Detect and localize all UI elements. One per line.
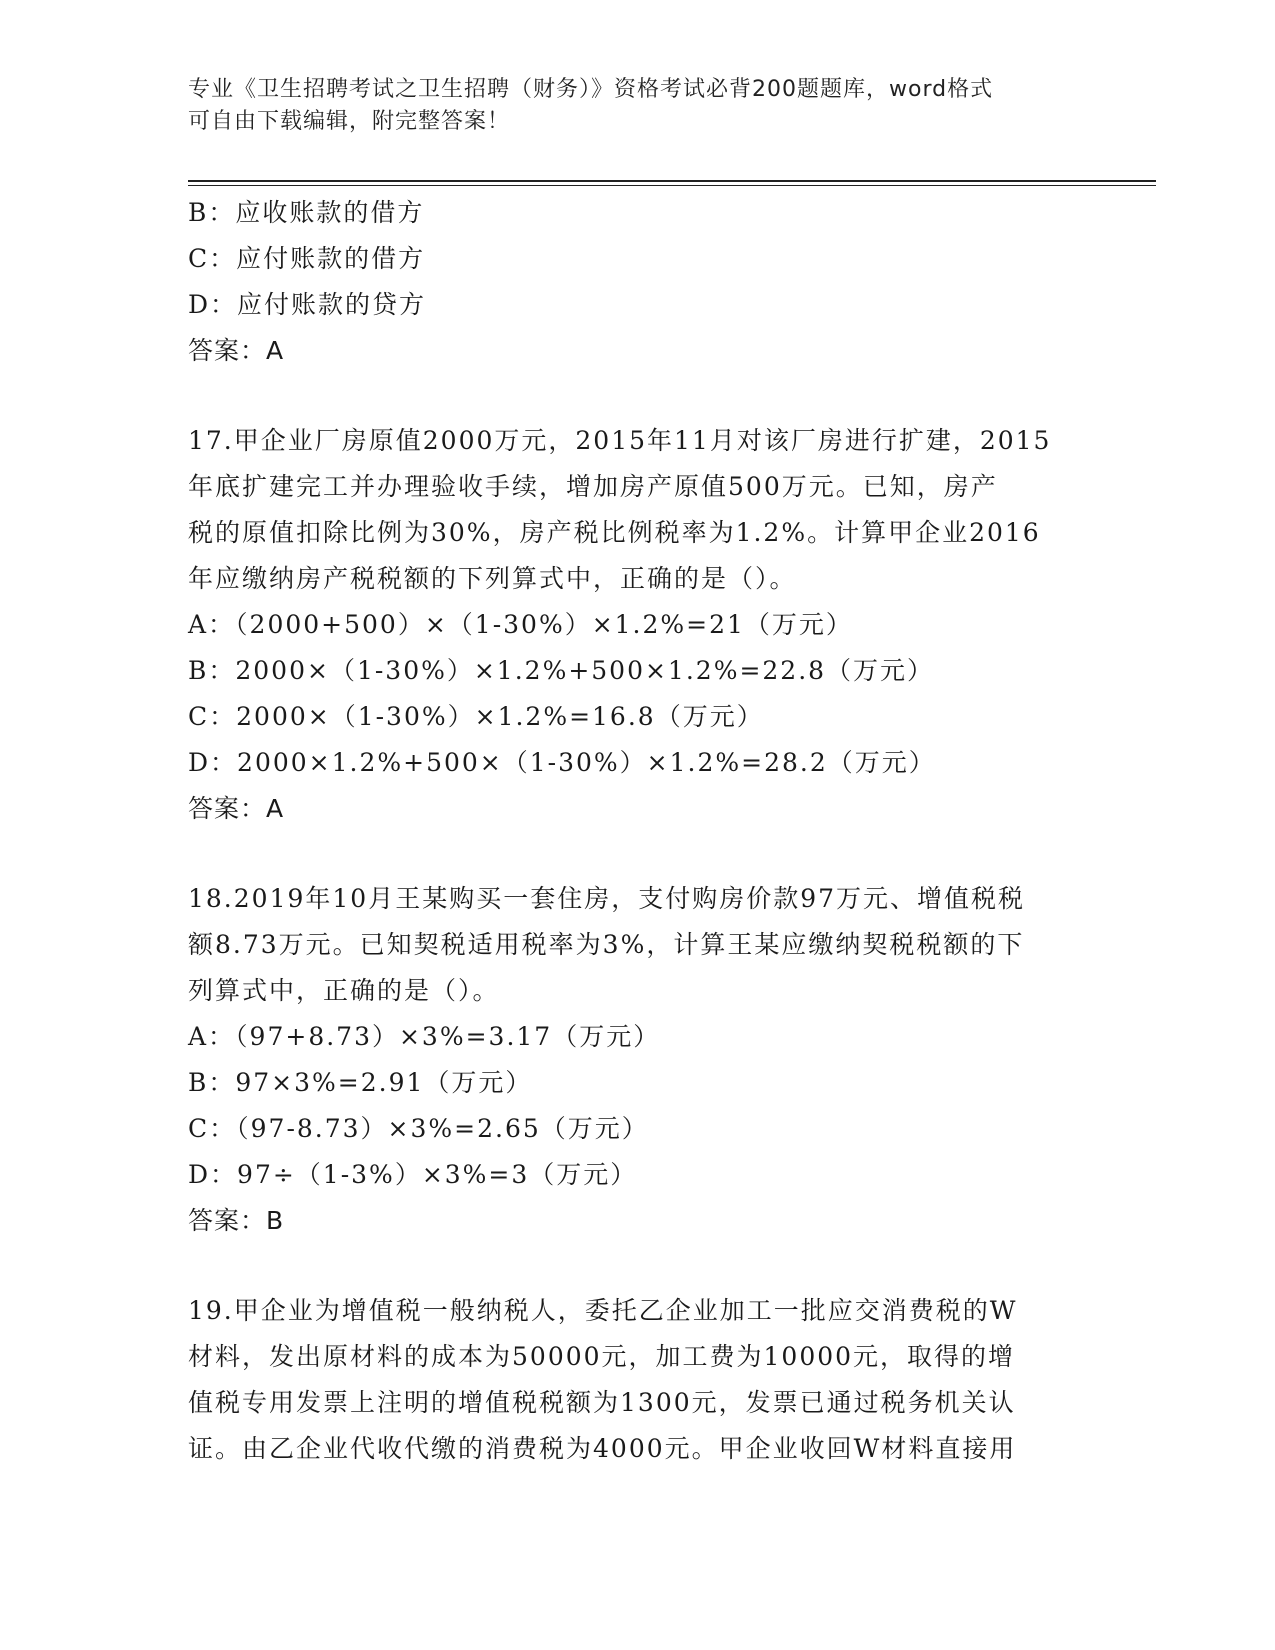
q17-option-b: B：2000×（1-30%）×1.2%+500×1.2%=22.8（万元）	[188, 656, 935, 685]
spacer	[188, 1244, 1088, 1288]
header-rule-thin	[188, 185, 1156, 186]
q17-stem-line-3: 税的原值扣除比例为30%，房产税比例税率为1.2%。计算甲企业2016	[188, 518, 1041, 547]
q16-option-c: C：应付账款的借方	[188, 244, 426, 273]
q18-option-c: C：（97-8.73）×3%=2.65（万元）	[188, 1114, 649, 1143]
q19-stem-line-3: 值税专用发票上注明的增值税税额为1300元，发票已通过税务机关认	[188, 1388, 1016, 1417]
q17-stem-line-2: 年底扩建完工并办理验收手续，增加房产原值500万元。已知，房产	[188, 472, 998, 501]
header-line-1: 专业《卫生招聘考试之卫生招聘（财务）》资格考试必背200题题库，word格式	[188, 77, 994, 102]
question-16-tail	[188, 190, 1088, 374]
question-content	[188, 190, 1088, 1472]
q18-stem-line-2: 额8.73万元。已知契税适用税率为3%，计算王某应缴纳契税税额的下	[188, 930, 1025, 959]
q18-option-b: B：97×3%=2.91（万元）	[188, 1068, 533, 1097]
q18-option-d: D：97÷（1-3%）×3%=3（万元）	[188, 1160, 638, 1189]
q18-stem-line-1: 18.2019年10月王某购买一套住房，支付购房价款97万元、增值税税	[188, 884, 1026, 913]
q16-option-b: B：应收账款的借方	[188, 198, 425, 227]
q17-stem-line-4: 年应缴纳房产税税额的下列算式中，正确的是（）。	[188, 564, 797, 593]
header-line-2: 可自由下载编辑，附完整答案！	[188, 109, 511, 134]
q16-option-d: D：应付账款的贷方	[188, 290, 427, 319]
q17-answer: 答案：A	[188, 794, 285, 823]
header-rule-thick	[188, 180, 1156, 182]
spacer	[188, 374, 1088, 418]
spacer	[188, 832, 1088, 876]
q17-stem-line-1: 17.甲企业厂房原值2000万元，2015年11月对该厂房进行扩建，2015	[188, 426, 1052, 455]
q18-stem-line-3: 列算式中，正确的是（）。	[188, 976, 500, 1005]
document-header	[188, 74, 1088, 138]
q17-option-d: D：2000×1.2%+500×（1-30%）×1.2%=28.2（万元）	[188, 748, 936, 777]
q19-stem-line-4: 证。由乙企业代收代缴的消费税为4000元。甲企业收回W材料直接用	[188, 1434, 1017, 1463]
question-17	[188, 418, 1088, 832]
q18-answer: 答案：B	[188, 1206, 285, 1235]
question-18	[188, 876, 1088, 1244]
q19-stem-line-2: 材料，发出原材料的成本为50000元，加工费为10000元，取得的增	[188, 1342, 1016, 1371]
q19-stem-line-1: 19.甲企业为增值税一般纳税人，委托乙企业加工一批应交消费税的W	[188, 1296, 1018, 1325]
q18-option-a: A：（97+8.73）×3%=3.17（万元）	[188, 1022, 661, 1051]
q17-option-a: A：（2000+500）×（1-30%）×1.2%=21（万元）	[188, 610, 853, 639]
q16-answer: 答案：A	[188, 336, 285, 365]
question-19	[188, 1288, 1088, 1472]
q17-option-c: C：2000×（1-30%）×1.2%=16.8（万元）	[188, 702, 764, 731]
